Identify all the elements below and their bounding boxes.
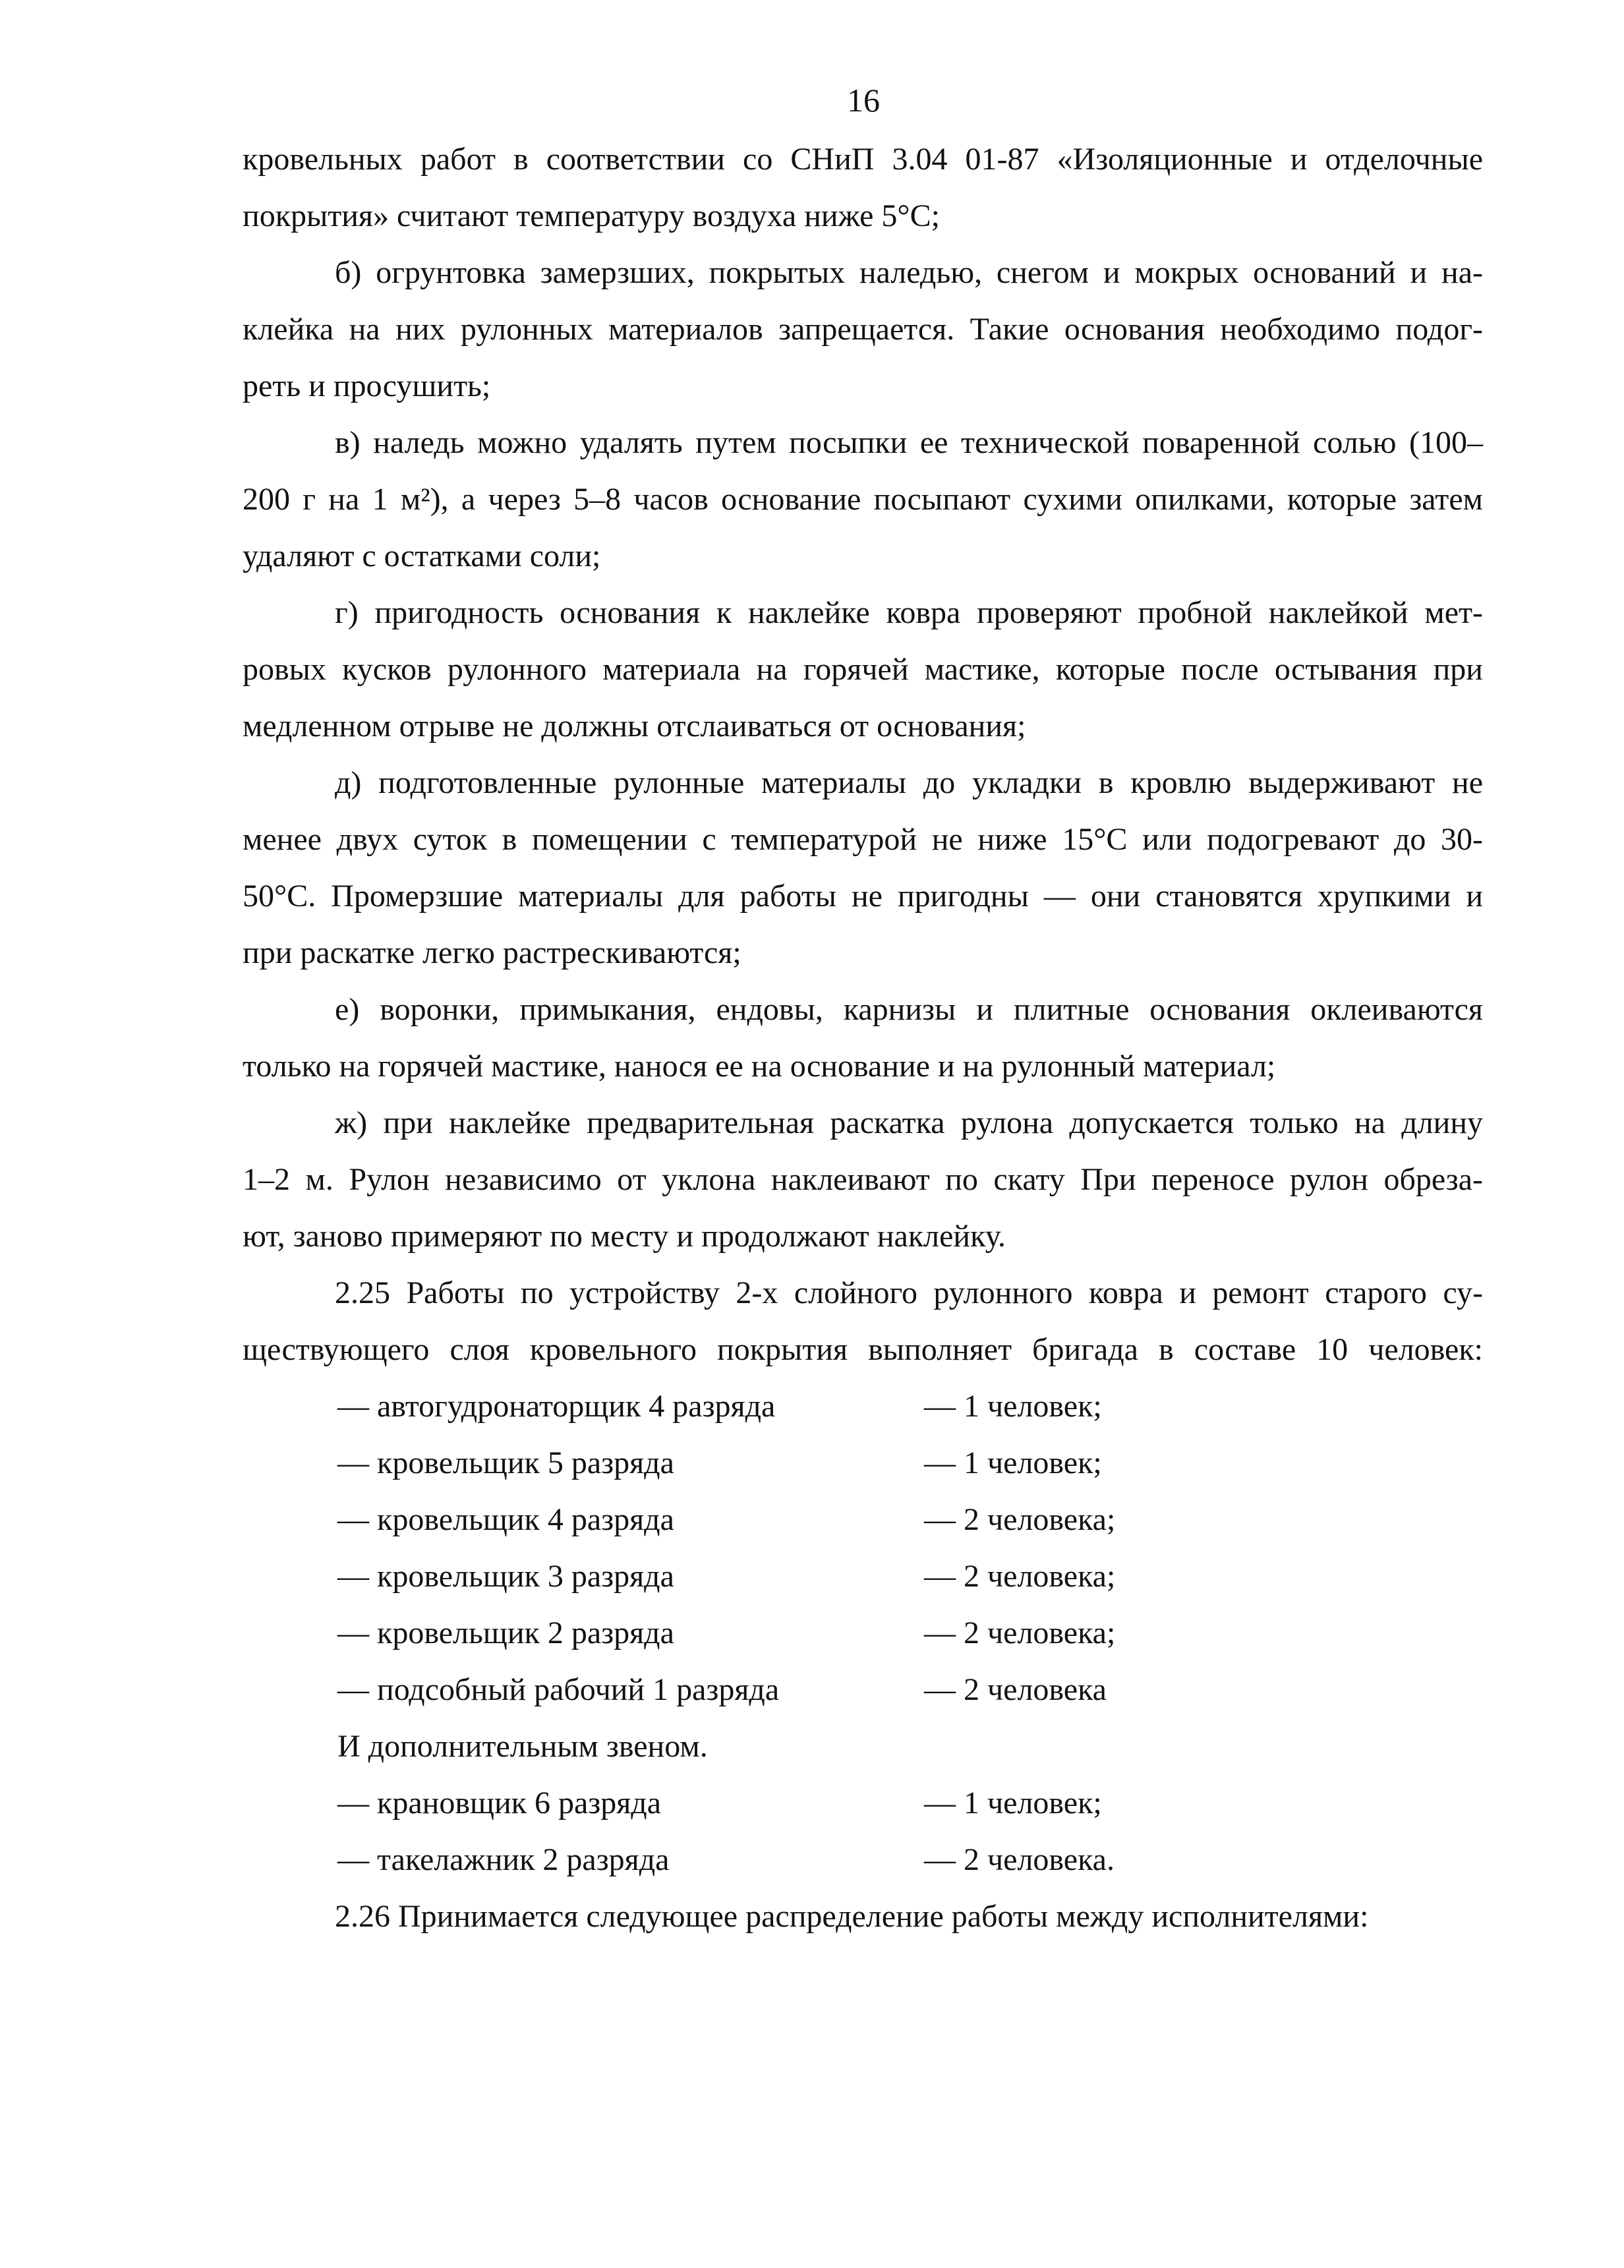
crew-role: — кровельщик 4 разряда [337, 1502, 674, 1537]
body-line: ют, заново примеряют по месту и продолжают наклейку. [243, 1219, 1006, 1254]
body-line: ровых кусков рулонного материала на горячей мастике, которые после остывания при [243, 652, 1483, 687]
crew-count: — 2 человека; [924, 1615, 1116, 1650]
crew-count: — 2 человека [924, 1672, 1107, 1707]
body-line: удаляют с остатками соли; [243, 538, 601, 573]
crew-role: — автогудронаторщик 4 разряда [337, 1389, 776, 1424]
body-line: покрытия» считают температуру воздуха ниже 5°С; [243, 198, 940, 233]
crew-count: — 1 человек; [924, 1445, 1102, 1480]
crew-role: — кровельщик 2 разряда [337, 1615, 674, 1650]
crew-count: — 1 человек; [924, 1389, 1102, 1424]
crew-role: — такелажник 2 разряда [337, 1842, 670, 1877]
closing-paragraph: 2.26 Принимается следующее распределение работы между исполнителями: [335, 1899, 1369, 1934]
body-line: 2.25 Работы по устройству 2-х слойного рулонного ковра и ремонт старого су- [335, 1275, 1483, 1310]
crew-count: — 1 человек; [924, 1786, 1102, 1820]
crew-role: — крановщик 6 разряда [337, 1786, 662, 1820]
crew-role: — кровельщик 3 разряда [337, 1559, 674, 1594]
body-line: клейка на них рулонных материалов запрещается. Такие основания необходимо подог- [243, 312, 1483, 347]
body-line: 50°С. Промерзшие материалы для работы не пригодны — они становятся хрупкими и [243, 879, 1483, 914]
body-line: 200 г на 1 м²), а через 5–8 часов основание посыпают сухими опилками, которые затем [243, 482, 1483, 517]
body-line: кровельных работ в соответствии со СНиП 3.04 01-87 «Изоляционные и отделочные [243, 142, 1483, 177]
crew-role: — подсобный рабочий 1 разряда [337, 1672, 780, 1707]
body-line: ществующего слоя кровельного покрытия выполняет бригада в составе 10 человек: [243, 1332, 1483, 1367]
body-line: только на горячей мастике, нанося ее на основание и на рулонный материал; [243, 1049, 1276, 1084]
extra-intro: И дополнительным звеном. [337, 1729, 708, 1764]
body-line: в) наледь можно удалять путем посыпки ее технической поваренной солью (100– [335, 425, 1483, 460]
page-number: 16 [847, 82, 880, 119]
body-line: реть и просушить; [243, 368, 491, 403]
crew-count: — 2 человека; [924, 1502, 1116, 1537]
body-line: г) пригодность основания к наклейке ковра проверяют пробной наклейкой мет- [335, 595, 1483, 630]
body-line: при раскатке легко растрескиваются; [243, 935, 741, 970]
body-line: б) огрунтовка замерзших, покрытых наледью, снегом и мокрых оснований и на- [335, 255, 1483, 290]
crew-count: — 2 человека. [924, 1842, 1115, 1877]
body-line: 1–2 м. Рулон независимо от уклона наклеивают по скату При переносе рулон обреза- [243, 1162, 1483, 1197]
crew-count: — 2 человека; [924, 1559, 1116, 1594]
body-line: е) воронки, примыкания, ендовы, карнизы и плитные основания оклеиваются [335, 992, 1483, 1027]
body-line: менее двух суток в помещении с температурой не ниже 15°С или подогревают до 30- [243, 822, 1483, 857]
body-line: ж) при наклейке предварительная раскатка рулона допускается только на длину [335, 1105, 1483, 1140]
body-line: медленном отрыве не должны отслаиваться от основания; [243, 709, 1026, 743]
body-line: д) подготовленные рулонные материалы до укладки в кровлю выдерживают не [335, 765, 1483, 800]
crew-role: — кровельщик 5 разряда [337, 1445, 674, 1480]
